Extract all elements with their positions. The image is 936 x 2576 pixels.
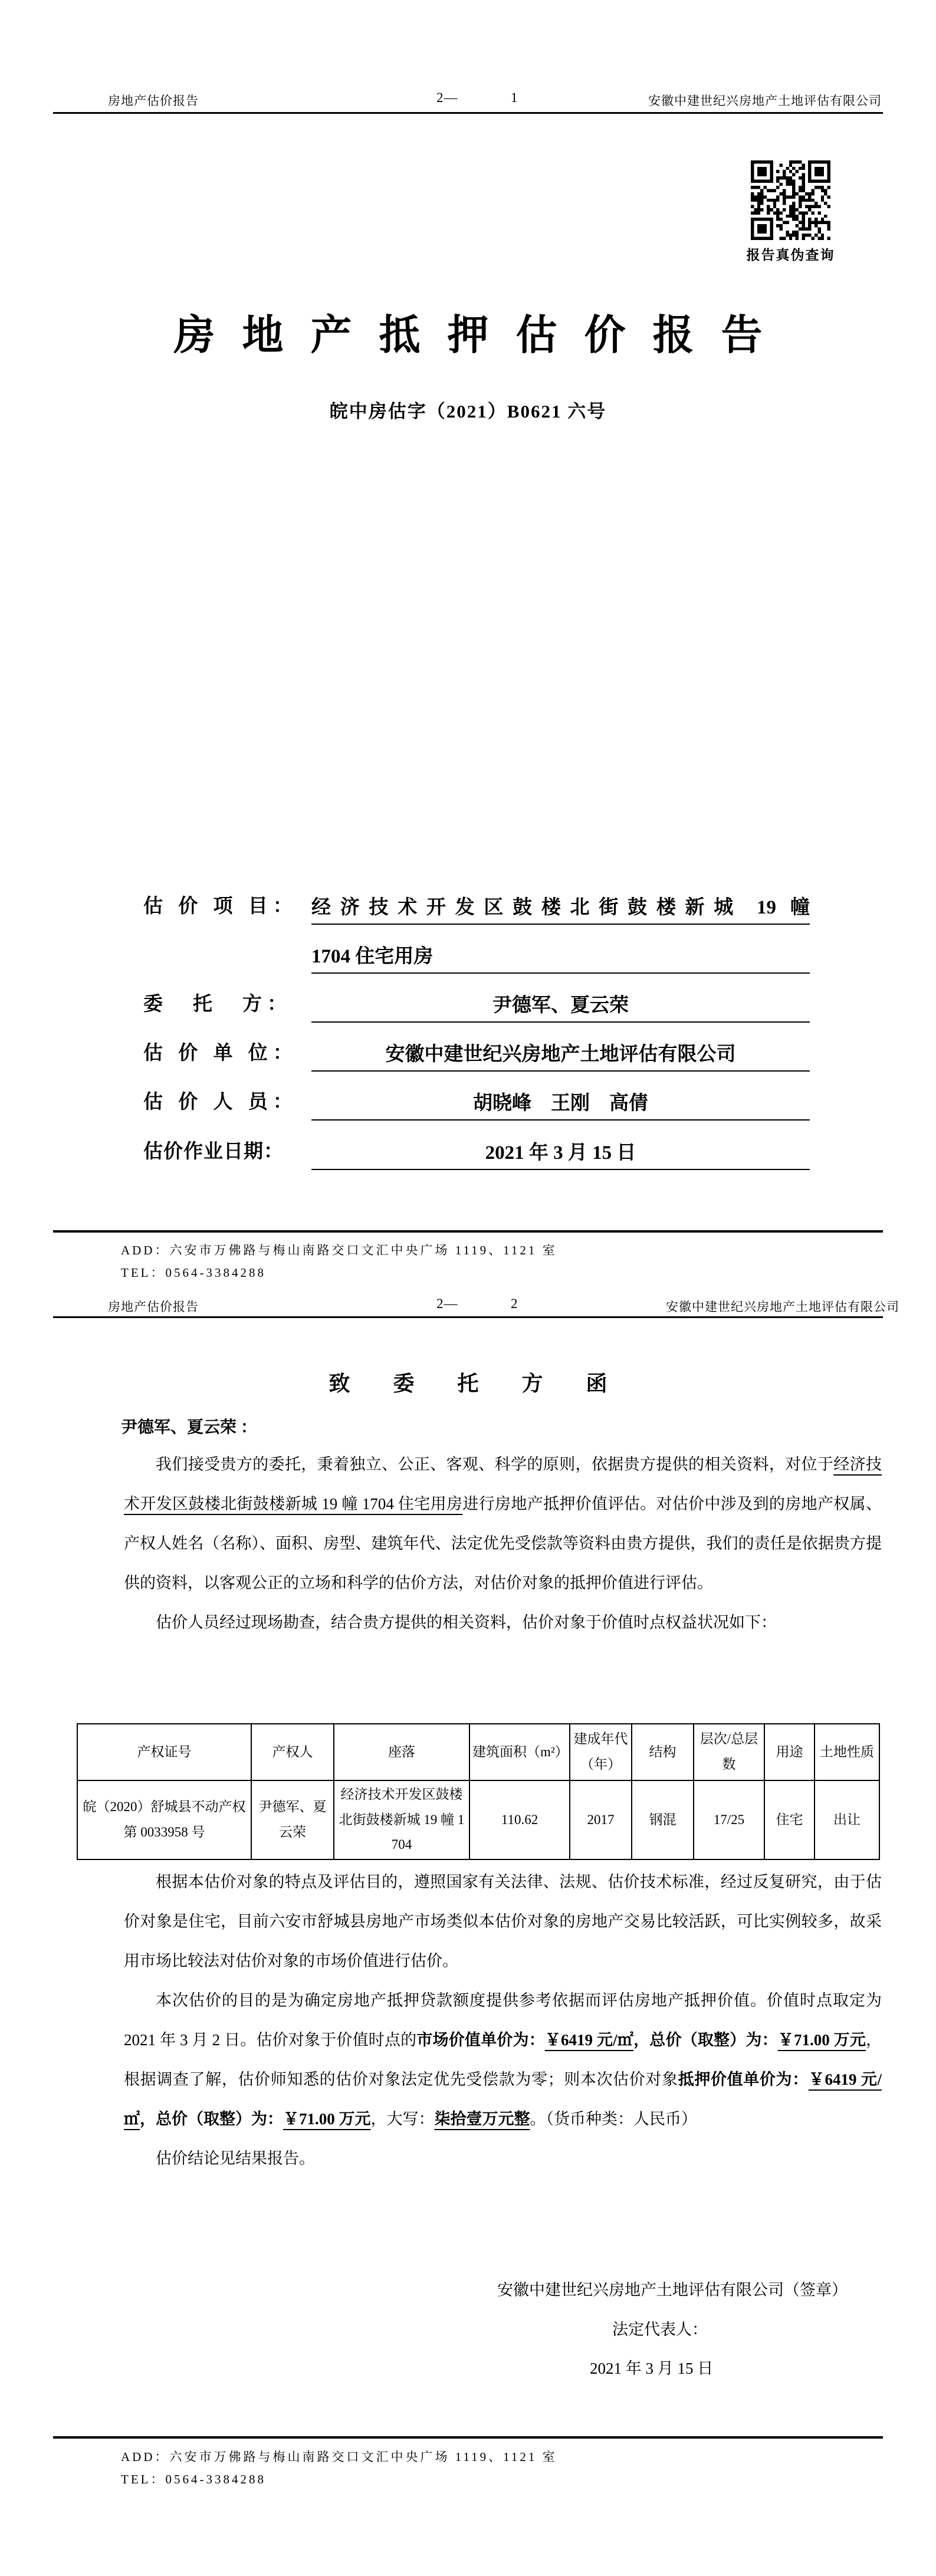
property-name-underlined: 经济技术开发区鼓楼北街鼓楼新城 19 幢 1704 住宅用房 bbox=[124, 1455, 882, 1513]
letter-body-upper bbox=[124, 1445, 882, 1642]
form-value-project-line2: 1704 住宅用房 bbox=[311, 939, 810, 974]
form-row-project-line2 bbox=[143, 939, 810, 974]
form-label-client: 委 托 方： bbox=[143, 994, 292, 1015]
market-unit-price-value: ￥6419 元/㎡ bbox=[544, 2031, 634, 2049]
table-header-cell: 建成年代（年） bbox=[570, 1724, 632, 1780]
table-cell-use: 住宅 bbox=[764, 1780, 815, 1859]
header-rule bbox=[53, 1316, 883, 1318]
page-number: 2 bbox=[511, 1296, 518, 1311]
table-header-cell: 建筑面积（m²） bbox=[469, 1724, 570, 1780]
form-value-project-line1: 经济技术开发区鼓楼北街鼓楼新城 19 幢 bbox=[311, 891, 810, 925]
table-header-cell: 层次/总层数 bbox=[694, 1724, 764, 1780]
table-cell-land: 出让 bbox=[815, 1780, 879, 1859]
footer-address: ADD：六安市万佛路与梅山南路交口文汇中央广场 1119、1121 室 bbox=[121, 2450, 557, 2464]
page-number-prefix: 2— bbox=[436, 1296, 458, 1311]
market-unit-price-label: 市场价值单价为： bbox=[416, 2031, 545, 2049]
paragraph-4 bbox=[124, 1981, 882, 2139]
table-row bbox=[77, 1780, 879, 1859]
form-label-date: 估价作业日期： bbox=[143, 1141, 284, 1162]
paragraph-1 bbox=[124, 1445, 882, 1603]
table-cell-structure: 钢混 bbox=[632, 1780, 694, 1859]
mortgage-unit-price-label: 抵押价值单价为： bbox=[678, 2071, 809, 2088]
report-number: 皖中房估字（2021）B0621 六号 bbox=[329, 401, 607, 422]
footer-address: ADD：六安市万佛路与梅山南路交口文汇中央广场 1119、1121 室 bbox=[121, 1243, 557, 1257]
form-value-client: 尹德军、夏云荣 bbox=[311, 988, 810, 1023]
report-title: 房地产抵押估价报告 bbox=[173, 313, 790, 359]
running-head-left: 房地产估价报告 bbox=[108, 1300, 199, 1314]
form-value-date: 2021 年 3 月 15 日 bbox=[311, 1136, 810, 1170]
paragraph-text: 本次估价的目的是为确定房地产抵押贷款额度提供参考依据而评估房地产抵押价值。价值时点取定为 2021 年 3 月 2 日。估价对象于价值时点的 bbox=[124, 1992, 882, 2049]
paragraph-text: ，大写： bbox=[370, 2110, 435, 2128]
paragraph-5: 估价结论见结果报告。 bbox=[156, 2150, 315, 2167]
market-total-price-label: ，总价（取整）为： bbox=[633, 2031, 778, 2049]
signature-company: 安徽中建世纪兴房地产土地评估有限公司（签章） bbox=[497, 2281, 848, 2299]
table-cell-owner: 尹德军、夏云荣 bbox=[251, 1780, 334, 1859]
form-label-staff: 估 价 人 员： bbox=[143, 1092, 298, 1113]
page-number-prefix: 2— bbox=[436, 90, 458, 105]
qr-caption: 报告真伪查询 bbox=[746, 248, 835, 262]
paragraph-text: 。（货币种类：人民币） bbox=[530, 2110, 697, 2128]
table-header-cell: 结构 bbox=[632, 1724, 694, 1780]
paragraph-3: 根据本估价对象的特点及评估目的，遵照国家有关法律、法规、估价技术标准，经过反复研究，由于估价对象是住宅，目前六安市舒城县房地产市场类似本估价对象的房地产交易比较活跃，可比实例较多，故采用市场比较法对估价对象的市场价值进行估价。 bbox=[124, 1873, 882, 1970]
form-label-agency: 估 价 单 位： bbox=[143, 1043, 298, 1064]
table-header-cell: 座落 bbox=[334, 1724, 469, 1780]
table-cell-floor: 17/25 bbox=[694, 1780, 764, 1859]
form-value-agency: 安徽中建世纪兴房地产土地评估有限公司 bbox=[311, 1037, 810, 1072]
mortgage-total-price-label: ，总价（取整）为： bbox=[140, 2110, 283, 2128]
header-rule bbox=[53, 112, 883, 114]
ownership-table bbox=[77, 1723, 880, 1860]
table-header-cell: 土地性质 bbox=[815, 1724, 879, 1780]
footer-tel: TEL：0564-3384288 bbox=[121, 1266, 266, 1280]
form-row-agency bbox=[143, 1037, 810, 1072]
table-cell-area: 110.62 bbox=[469, 1780, 570, 1859]
paragraph-text: ，根据调查了解，估价师知悉的估价对象法定优先受偿款为零；则本次估价对象 bbox=[124, 2031, 882, 2088]
paragraph-2: 估价人员经过现场勘查，结合贵方提供的相关资料，估价对象于价值时点权益状况如下： bbox=[156, 1614, 777, 1631]
letter-heading: 致 委 托 方 函 bbox=[329, 1372, 626, 1395]
form-label-project: 估 价 项 目： bbox=[143, 896, 298, 917]
form-row-client bbox=[143, 988, 810, 1023]
page-number: 1 bbox=[511, 90, 518, 105]
form-row-staff bbox=[143, 1086, 810, 1121]
signature-date: 2021 年 3 月 15 日 bbox=[590, 2360, 714, 2377]
legal-representative: 法定代表人： bbox=[612, 2321, 708, 2338]
footer-tel: TEL：0564-3384288 bbox=[121, 2472, 266, 2486]
table-header-cell: 产权人 bbox=[251, 1724, 334, 1780]
salutation: 尹德军、夏云荣 ： bbox=[121, 1418, 258, 1437]
form-value-staff: 胡晓峰 王刚 高倩 bbox=[311, 1086, 810, 1121]
paragraph-text: 进行房地产抵押价值评估。对估价中涉及到的房地产权属、产权人姓名（名称）、面积、房型、建筑年代、法定优先受偿款等资料由贵方提供，我们的责任是依据贵方提供的资料，以客观公正的立场和科学的估价方法，对估价对象的抵押价值进行评估。 bbox=[124, 1495, 882, 1592]
footer-rule bbox=[53, 1230, 883, 1233]
running-head-right: 安徽中建世纪兴房地产土地评估有限公司 bbox=[666, 1300, 899, 1314]
running-head-right: 安徽中建世纪兴房地产土地评估有限公司 bbox=[648, 94, 882, 108]
table-cell-location: 经济技术开发区鼓楼北街鼓楼新城 19 幢 1704 bbox=[334, 1780, 469, 1859]
table-header-row bbox=[77, 1724, 879, 1780]
price-in-words: 柒拾壹万元整 bbox=[434, 2110, 530, 2128]
page-2 bbox=[0, 1288, 936, 2576]
table-cell-year: 2017 bbox=[570, 1780, 632, 1859]
letter-body-lower bbox=[124, 1862, 882, 2179]
table-header-cell: 用途 bbox=[764, 1724, 815, 1780]
mortgage-total-price-value: ￥71.00 万元 bbox=[283, 2110, 371, 2128]
footer-rule bbox=[53, 2436, 883, 2439]
market-total-price-value: ￥71.00 万元 bbox=[777, 2031, 866, 2049]
running-head-left: 房地产估价报告 bbox=[108, 94, 199, 108]
qr-code bbox=[751, 160, 830, 240]
table-cell-certificate: 皖（2020）舒城县不动产权第 0033958 号 bbox=[77, 1780, 251, 1859]
mortgage-unit-price-value: ￥6419 元/㎡ bbox=[124, 2071, 882, 2128]
table-header-cell: 产权证号 bbox=[77, 1724, 251, 1780]
form-row-date bbox=[143, 1136, 810, 1170]
form-row-project bbox=[143, 891, 810, 925]
paragraph-text: 我们接受贵方的委托，秉着独立、公正、客观、科学的原则，依据贵方提供的相关资料，对位于 bbox=[156, 1455, 834, 1473]
